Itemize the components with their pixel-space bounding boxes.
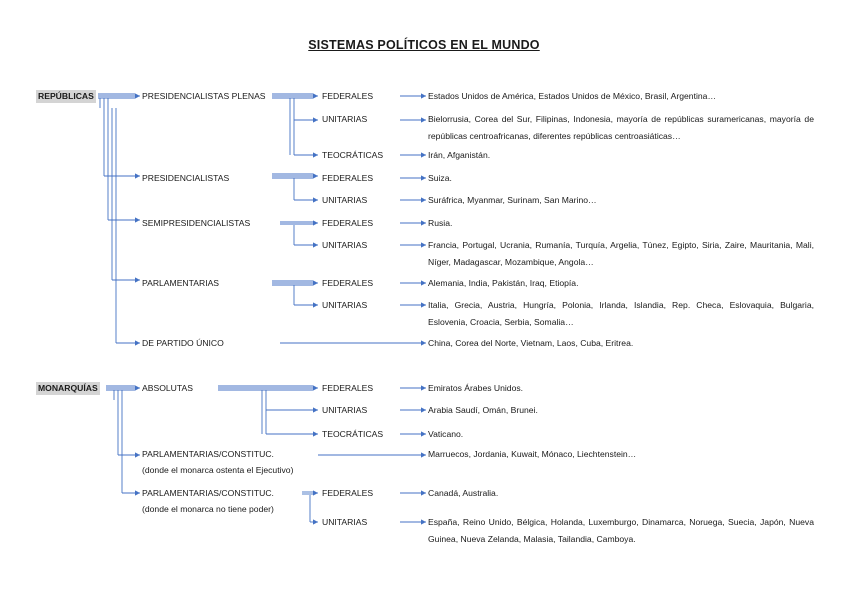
type-unitarias: UNITARIAS [322, 114, 368, 124]
arrowhead-icon [313, 280, 318, 285]
arrowhead-icon [135, 340, 140, 345]
countries-abs-unitarias: Arabia Saudí, Omán, Brunei. [428, 405, 538, 415]
arrowhead-icon [421, 152, 426, 157]
type-unitarias: UNITARIAS [322, 405, 368, 415]
arrowhead-icon [135, 490, 140, 495]
page-title: SISTEMAS POLÍTICOS EN EL MUNDO [308, 38, 540, 52]
root-republicas: REPÚBLICAS [38, 91, 94, 101]
type-federales: FEDERALES [322, 488, 374, 498]
arrowhead-icon [135, 277, 140, 282]
countries-sp-federales: Rusia. [428, 218, 453, 228]
countries-pp-teocraticas: Irán, Afganistán. [428, 150, 491, 160]
countries-abs-federales: Emiratos Árabes Unidos. [428, 383, 524, 393]
arrowhead-icon [313, 242, 318, 247]
type-federales: FEDERALES [322, 383, 374, 393]
cat-parl-sin-poder-line2: (donde el monarca no tiene poder) [142, 504, 274, 514]
countries-p-unitarias: Suráfrica, Myanmar, Surinam, San Marino… [428, 195, 597, 205]
arrowhead-icon [313, 152, 318, 157]
arrowhead-icon [421, 302, 426, 307]
countries-p-federales: Suiza. [428, 173, 452, 183]
countries-parl-unitarias: Italia, Grecia, Austria, Hungría, Polonia, Irlanda, Islandia, Rep. Checa, Eslovaquia, Bulgaria, Eslovenia, Croacia, Serbia, Somalia… [428, 300, 814, 327]
countries-mon-unitarias: España, Reino Unido, Bélgica, Holanda, Luxemburgo, Dinamarca, Noruega, Suecia, Japón, Nueva Guinea, Nueva Zelanda, Malasia, Tailandia, Camboya. [428, 517, 814, 544]
arrowhead-icon [421, 280, 426, 285]
arrowhead-icon [135, 93, 140, 98]
type-unitarias: UNITARIAS [322, 240, 368, 250]
type-federales: FEDERALES [322, 218, 374, 228]
arrowhead-icon [421, 490, 426, 495]
cat-parl-sin-poder-line1: PARLAMENTARIAS/CONSTITUC. [142, 488, 274, 498]
type-unitarias: UNITARIAS [322, 517, 368, 527]
arrowhead-icon [313, 385, 318, 390]
arrowhead-icon [135, 173, 140, 178]
arrowhead-icon [313, 490, 318, 495]
arrowhead-icon [421, 407, 426, 412]
arrowhead-icon [313, 407, 318, 412]
countries-pp-unitarias: Bielorrusia, Corea del Sur, Filipinas, Indonesia, mayoría de repúblicas suramericanas, mayoría de repúblicas centroafricanas, diferentes repúblicas centroasiáticas… [428, 114, 814, 141]
countries-parl-federales: Alemania, India, Pakistán, Iraq, Etiopía. [428, 278, 579, 288]
countries-mon-federales: Canadá, Australia. [428, 488, 499, 498]
countries-sp-unitarias: Francia, Portugal, Ucrania, Rumanía, Turquía, Argelia, Túnez, Egipto, Siria, Zaire, Mauritania, Mali, Níger, Madagascar, Mozambique, Angola… [428, 240, 814, 267]
arrowhead-icon [421, 93, 426, 98]
arrowhead-icon [421, 431, 426, 436]
type-unitarias: UNITARIAS [322, 300, 368, 310]
cat-parl-ejecutivo-line1: PARLAMENTARIAS/CONSTITUC. [142, 449, 274, 459]
arrowhead-icon [135, 452, 140, 457]
countries-partido-unico: China, Corea del Norte, Vietnam, Laos, Cuba, Eritrea. [428, 338, 634, 348]
type-unitarias: UNITARIAS [322, 195, 368, 205]
arrowhead-icon [135, 217, 140, 222]
arrowhead-icon [421, 519, 426, 524]
arrowhead-icon [421, 117, 426, 122]
type-federales: FEDERALES [322, 173, 374, 183]
cat-partido-unico: DE PARTIDO ÚNICO [142, 338, 224, 348]
arrowhead-icon [421, 220, 426, 225]
arrowhead-icon [135, 385, 140, 390]
countries-abs-teocraticas: Vaticano. [428, 429, 464, 439]
arrowhead-icon [421, 452, 426, 457]
cat-semipresidencialistas: SEMIPRESIDENCIALISTAS [142, 218, 251, 228]
cat-presidencialistas: PRESIDENCIALISTAS [142, 173, 230, 183]
cat-absolutas: ABSOLUTAS [142, 383, 193, 393]
root-monarquias: MONARQUÍAS [38, 383, 98, 393]
cat-parlamentarias: PARLAMENTARIAS [142, 278, 220, 288]
arrowhead-icon [313, 93, 318, 98]
countries-mon-ejecutivo: Marruecos, Jordania, Kuwait, Mónaco, Liechtenstein… [428, 449, 637, 459]
cat-presidencialistas-plenas: PRESIDENCIALISTAS PLENAS [142, 91, 266, 101]
countries-pp-federales: Estados Unidos de América, Estados Unidos de México, Brasil, Argentina… [428, 91, 717, 101]
arrowhead-icon [313, 519, 318, 524]
type-federales: FEDERALES [322, 278, 374, 288]
arrowhead-icon [313, 431, 318, 436]
cat-parl-ejecutivo-line2: (donde el monarca ostenta el Ejecutivo) [142, 465, 294, 475]
arrowhead-icon [313, 197, 318, 202]
arrowhead-icon [313, 302, 318, 307]
arrowhead-icon [313, 173, 318, 178]
arrowhead-icon [421, 197, 426, 202]
arrowhead-icon [421, 340, 426, 345]
arrowhead-icon [421, 385, 426, 390]
arrowhead-icon [421, 175, 426, 180]
arrowhead-icon [313, 117, 318, 122]
type-teocraticas: TEOCRÁTICAS [322, 429, 384, 439]
arrowhead-icon [313, 220, 318, 225]
arrowhead-icon [421, 242, 426, 247]
type-federales: FEDERALES [322, 91, 374, 101]
type-teocraticas: TEOCRÁTICAS [322, 150, 384, 160]
